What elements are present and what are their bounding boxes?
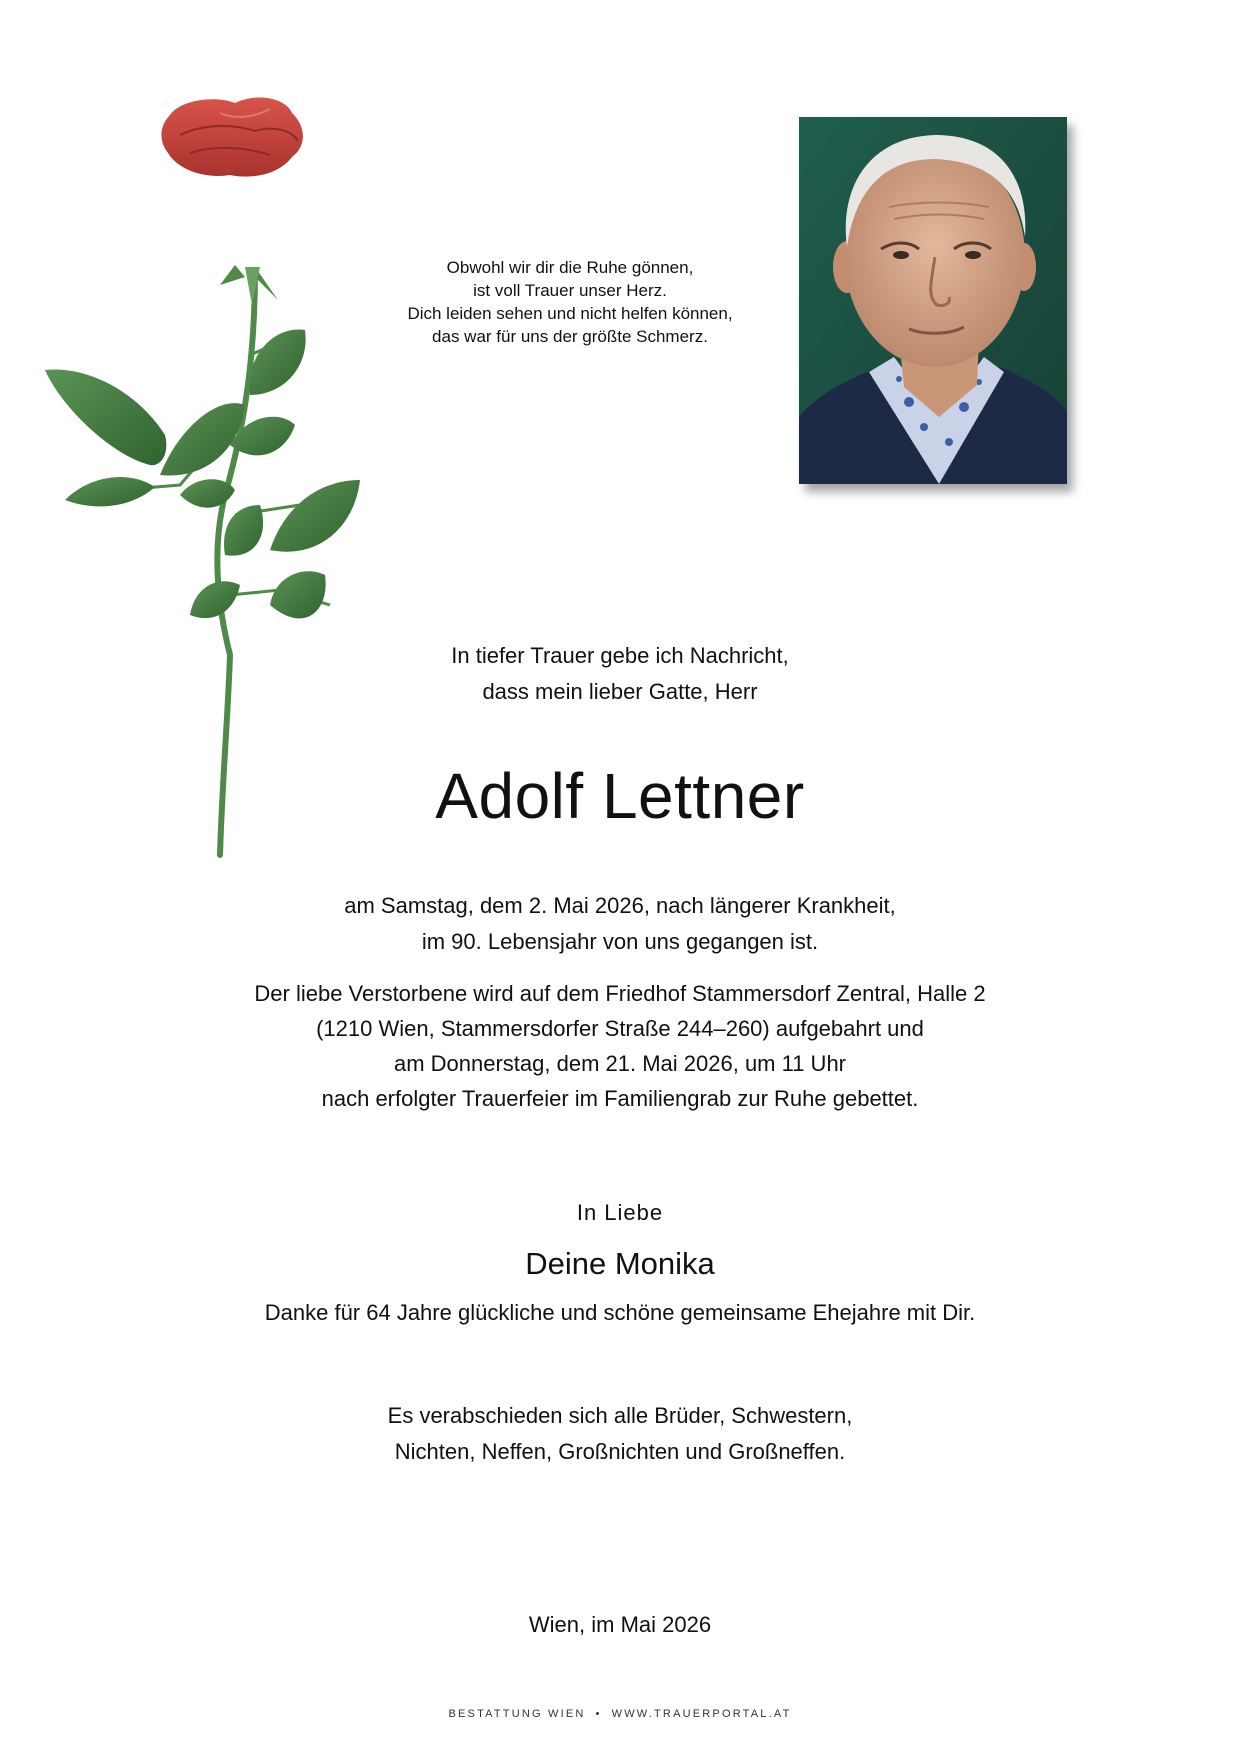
funeral-line: Der liebe Verstorbene wird auf dem Friedhof Stammersdorf Zentral, Halle 2 — [254, 981, 986, 1006]
family-line: Nichten, Neffen, Großnichten und Großneffen. — [394, 1439, 846, 1464]
intro-line: In tiefer Trauer gebe ich Nachricht, — [451, 643, 789, 668]
thanks-note: Danke für 64 Jahre glückliche und schöne gemeinsame Ehejahre mit Dir. — [264, 1300, 976, 1325]
funeral-line: nach erfolgter Trauerfeier im Familiengrab zur Ruhe gebettet. — [321, 1086, 919, 1111]
funeral-line: (1210 Wien, Stammersdorfer Straße 244–260) aufgebahrt und — [316, 1016, 924, 1041]
footer-company: BESTATTUNG WIEN — [448, 1708, 586, 1720]
funeral-line: am Donnerstag, dem 21. Mai 2026, um 11 Uhr — [393, 1051, 847, 1076]
closing-greeting: In Liebe — [576, 1200, 664, 1225]
poem-line: Dich leiden sehen und nicht helfen können, — [407, 304, 733, 323]
poem-line: das war für uns der größte Schmerz. — [432, 327, 708, 346]
funeral-details — [0, 976, 1240, 1116]
family-line: Es verabschieden sich alle Brüder, Schwestern, — [387, 1403, 853, 1428]
details-line: am Samstag, dem 2. Mai 2026, nach längerer Krankheit, — [344, 893, 896, 918]
poem-line: ist voll Trauer unser Herz. — [473, 281, 667, 300]
poem-line: Obwohl wir dir die Ruhe gönnen, — [446, 258, 694, 277]
signer-name: Deine Monika — [525, 1246, 715, 1281]
footer-separator: • — [595, 1708, 602, 1720]
place-date: Wien, im Mai 2026 — [528, 1612, 712, 1637]
details-line: im 90. Lebensjahr von uns gegangen ist. — [421, 929, 819, 954]
death-details — [0, 888, 1240, 960]
announcement-intro — [0, 638, 1240, 710]
intro-line: dass mein lieber Gatte, Herr — [482, 679, 758, 704]
family-farewell — [0, 1398, 1240, 1470]
deceased-name: Adolf Lettner — [435, 760, 805, 832]
poem — [370, 256, 770, 348]
footer-website-link[interactable]: WWW.TRAUERPORTAL.AT — [611, 1708, 792, 1720]
footer — [0, 1707, 1240, 1721]
rose-image — [30, 95, 410, 865]
portrait-photo — [799, 117, 1067, 484]
